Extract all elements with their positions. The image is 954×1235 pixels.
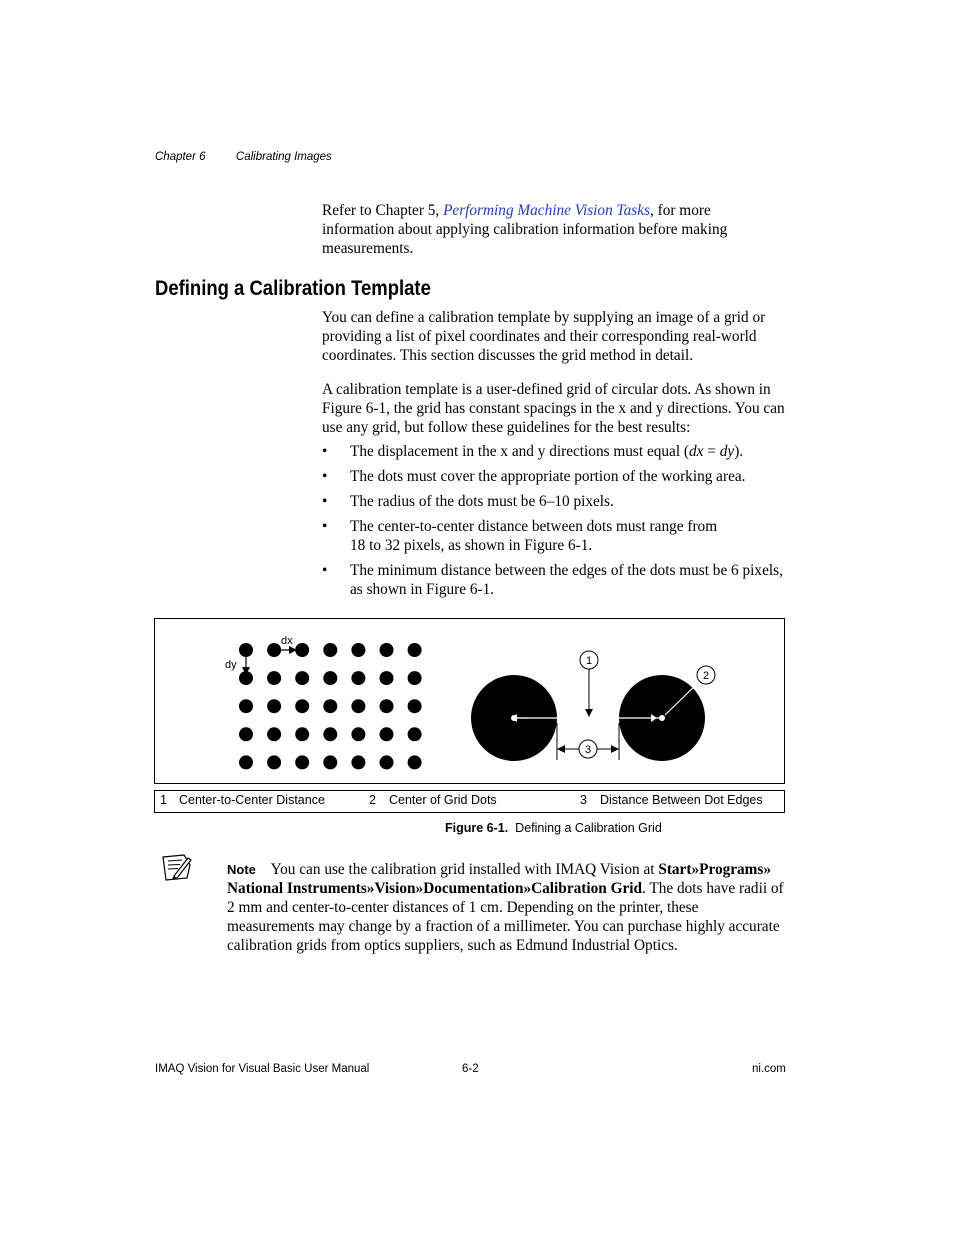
grid-dot bbox=[408, 671, 422, 685]
grid-dot bbox=[351, 699, 365, 713]
grid-dot bbox=[408, 699, 422, 713]
list-item: • The dots must cover the appropriate portion of the working area. bbox=[322, 468, 746, 485]
footer-page-number: 6-2 bbox=[462, 1063, 479, 1075]
grid-dot bbox=[380, 755, 394, 769]
callout-2-label: 2 bbox=[702, 670, 710, 682]
caption-label: Figure 6-1. bbox=[445, 821, 509, 835]
grid-dot bbox=[351, 755, 365, 769]
caption-text: Defining a Calibration Grid bbox=[515, 821, 662, 835]
dx-label: dx bbox=[281, 635, 293, 647]
list-item: • The radius of the dots must be 6–10 pixels. bbox=[322, 493, 614, 510]
chapter-number: Chapter 6 bbox=[155, 151, 206, 163]
note-icon bbox=[160, 852, 194, 882]
grid-dot bbox=[295, 699, 309, 713]
grid-dot bbox=[295, 727, 309, 741]
section-heading: Defining a Calibration Template bbox=[155, 277, 431, 300]
bullet-symbol: • bbox=[322, 443, 328, 460]
grid-dot bbox=[351, 727, 365, 741]
grid-dots bbox=[239, 643, 422, 769]
legend-text-1: Center-to-Center Distance bbox=[179, 793, 325, 807]
callout-1-arrowhead bbox=[585, 709, 593, 717]
footer-website: ni.com bbox=[752, 1063, 786, 1075]
grid-dot bbox=[267, 755, 281, 769]
edge-arrowhead-right bbox=[611, 745, 619, 753]
grid-dot bbox=[380, 643, 394, 657]
list-item: • The center-to-center distance between dots must range from 18 to 32 pixels, as shown in Figure 6-1. bbox=[322, 518, 718, 554]
list-item: • The minimum distance between the edges of the dots must be 6 pixels, as shown in Figure 6-1. bbox=[322, 562, 783, 598]
bullet-symbol: • bbox=[322, 562, 328, 579]
grid-dot bbox=[408, 727, 422, 741]
bullet-symbol: • bbox=[322, 518, 328, 535]
grid-dot bbox=[380, 671, 394, 685]
grid-dot bbox=[323, 755, 337, 769]
figure-caption bbox=[445, 821, 662, 835]
list-item: • The displacement in the x and y directions must equal (dx = dy). bbox=[322, 443, 744, 460]
grid-dot bbox=[267, 699, 281, 713]
chapter-5-link[interactable]: Performing Machine Vision Tasks bbox=[443, 202, 650, 219]
legend-text-2: Center of Grid Dots bbox=[389, 793, 497, 807]
grid-dot bbox=[239, 699, 253, 713]
legend-number-2: 2 bbox=[369, 793, 376, 807]
bullet-symbol: • bbox=[322, 493, 328, 510]
paragraph-grid-description: A calibration template is a user-defined grid of circular dots. As shown in Figure 6-1, the grid has constant spacings in the x and y directions. You can use any grid, but follow these guidelines for the best results: bbox=[322, 381, 785, 436]
grid-dot bbox=[323, 643, 337, 657]
legend-text-3: Distance Between Dot Edges bbox=[600, 793, 763, 807]
grid-dot bbox=[239, 755, 253, 769]
figure-legend bbox=[154, 790, 785, 813]
grid-dot bbox=[239, 643, 253, 657]
grid-dot bbox=[351, 671, 365, 685]
dy-label: dy bbox=[225, 659, 237, 671]
bullet-symbol: • bbox=[322, 468, 328, 485]
legend-number-1: 1 bbox=[160, 793, 167, 807]
edge-arrowhead-left bbox=[557, 745, 565, 753]
grid-dot bbox=[408, 755, 422, 769]
guidelines-list bbox=[322, 442, 792, 605]
note-label: Note bbox=[227, 862, 256, 877]
running-header bbox=[155, 151, 332, 163]
grid-dot bbox=[267, 727, 281, 741]
callout-3-label: 3 bbox=[584, 744, 592, 756]
grid-dot bbox=[295, 643, 309, 657]
grid-dot bbox=[408, 643, 422, 657]
grid-dot bbox=[239, 727, 253, 741]
grid-dot bbox=[295, 671, 309, 685]
grid-dot bbox=[267, 671, 281, 685]
menu-path: Start»Programs» National Instruments»Vision»Documentation»Calibration Grid bbox=[227, 861, 772, 897]
calibration-grid-diagram bbox=[155, 619, 784, 783]
footer-manual-title: IMAQ Vision for Visual Basic User Manual bbox=[155, 1063, 370, 1075]
grid-dot bbox=[323, 671, 337, 685]
note-paragraph: Note You can use the calibration grid installed with IMAQ Vision at Start»Programs» National Instruments»Vision»Documentation»Calibration Grid. The dots have radii of 2 mm and center-to-center distances of 1 cm. Depending on the printer, these measurements may change by a fraction of a millimeter. You can purchase highly accurate calibration grids from optics suppliers, such as Edmund Industrial Optics. bbox=[227, 861, 784, 954]
intro-paragraph: Refer to Chapter 5, Performing Machine Vision Tasks, for more information about applying calibration information before making measurements. bbox=[322, 202, 728, 257]
callout-1-label: 1 bbox=[585, 655, 593, 667]
calibration-grid-figure bbox=[154, 618, 785, 784]
right-dot-center bbox=[659, 715, 665, 721]
legend-number-3: 3 bbox=[580, 793, 587, 807]
paragraph-template-intro: You can define a calibration template by supplying an image of a grid or providing a list of pixel coordinates and their corresponding real-world coordinates. This section discusses the grid method in detail. bbox=[322, 309, 766, 364]
chapter-title: Calibrating Images bbox=[235, 151, 332, 163]
grid-dot bbox=[323, 699, 337, 713]
grid-dot bbox=[323, 727, 337, 741]
grid-dot bbox=[351, 643, 365, 657]
grid-dot bbox=[380, 727, 394, 741]
grid-dot bbox=[380, 699, 394, 713]
grid-dot bbox=[295, 755, 309, 769]
